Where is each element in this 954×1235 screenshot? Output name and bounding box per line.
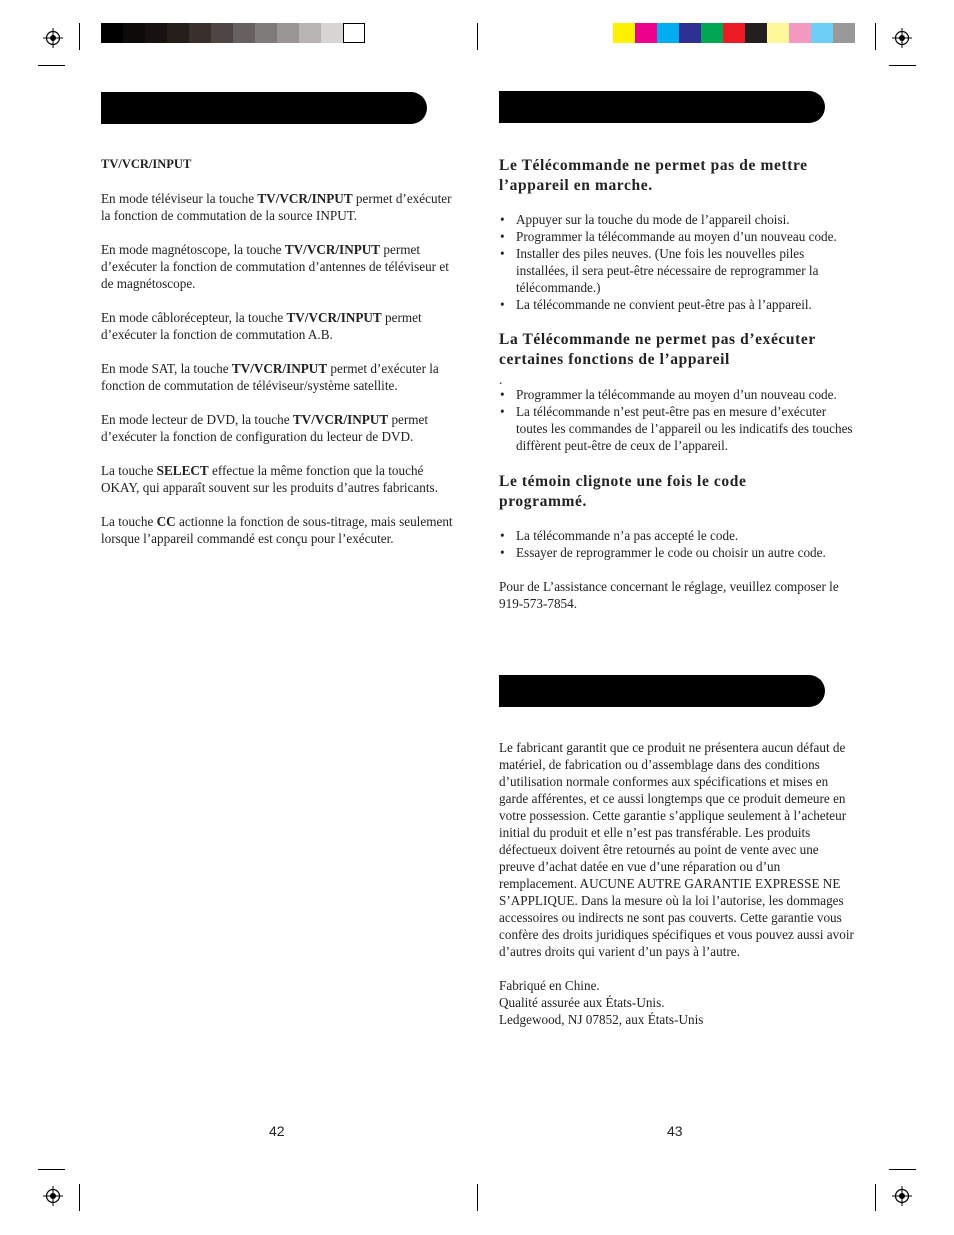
function-paragraph: En mode magnétoscope, la touche TV/VCR/INPUT permet d’exécuter la fonction de commutation d’antennes de téléviseur et de magnétoscope. <box>101 242 449 291</box>
crop-mark <box>477 23 478 50</box>
crop-mark <box>477 1184 478 1211</box>
quality-line: Qualité assurée aux États-Unis. <box>499 995 665 1010</box>
crop-mark <box>889 65 916 66</box>
crop-mark <box>889 1169 916 1170</box>
section-header-bar <box>101 92 427 124</box>
crop-mark <box>875 1184 876 1211</box>
crop-mark <box>79 23 80 50</box>
color-swatch <box>321 23 343 43</box>
grayscale-bar <box>101 23 365 43</box>
color-swatch <box>679 23 701 43</box>
list-item: • La télécommande ne convient peut-être pas à l’appareil. <box>499 296 855 313</box>
assistance-text: Pour de L’assistance concernant le réglage, veuillez composer le 919-573-7854. <box>499 579 839 611</box>
list-item: • La télécommande n’a pas accepté le code. <box>499 527 855 544</box>
function-paragraph: En mode SAT, la touche TV/VCR/INPUT permet d’exécuter la fonction de commutation de téléviseur/système satellite. <box>101 361 439 393</box>
color-swatch <box>745 23 767 43</box>
crop-mark <box>38 65 65 66</box>
page-number: 43 <box>667 1123 683 1139</box>
color-swatch <box>343 23 365 43</box>
color-swatch <box>701 23 723 43</box>
key-name: TV/VCR/INPUT <box>284 242 381 257</box>
key-name: TV/VCR/INPUT <box>257 191 353 206</box>
troubleshoot-list <box>499 211 855 313</box>
color-swatch <box>123 23 145 43</box>
color-swatch <box>789 23 811 43</box>
color-swatch <box>145 23 167 43</box>
color-swatch <box>277 23 299 43</box>
registration-mark-icon <box>892 1186 912 1206</box>
color-swatch <box>635 23 657 43</box>
function-paragraph: En mode câblorécepteur, la touche TV/VCR/INPUT permet d’exécuter la fonction de commutation A.B. <box>101 310 422 342</box>
stray-dot: . <box>499 372 503 387</box>
registration-mark-icon <box>43 28 63 48</box>
color-swatch <box>255 23 277 43</box>
function-paragraph: La touche CC actionne la fonction de sous-titrage, mais seulement lorsque l’appareil commandé est conçu pour l’exécuter. <box>101 514 453 546</box>
list-item: • Programmer la télécommande au moyen d’un nouveau code. <box>499 228 855 245</box>
color-swatch <box>723 23 745 43</box>
color-swatch <box>613 23 635 43</box>
warranty-section <box>499 739 855 1028</box>
list-item: • Programmer la télécommande au moyen d’un nouveau code. <box>499 386 855 403</box>
crop-mark <box>875 23 876 50</box>
list-item: • Essayer de reprogrammer le code ou choisir un autre code. <box>499 544 855 561</box>
made-in: Fabriqué en Chine. <box>499 978 600 993</box>
color-swatch <box>657 23 679 43</box>
color-bar <box>613 23 855 43</box>
color-swatch <box>101 23 123 43</box>
crop-mark <box>38 1169 65 1170</box>
key-name: TV/VCR/INPUT <box>231 361 328 376</box>
color-swatch <box>811 23 833 43</box>
color-swatch <box>299 23 321 43</box>
color-swatch <box>233 23 255 43</box>
function-paragraph: La touche SELECT effectue la même fonction que la touché OKAY, qui apparaît souvent sur les produits d’autres fabricants. <box>101 463 438 495</box>
troubleshoot-list <box>499 527 855 561</box>
color-swatch <box>189 23 211 43</box>
color-swatch <box>167 23 189 43</box>
list-item: • La télécommande n’est peut-être pas en mesure d’exécuter toutes les commandes de l’appareil ou les indicatifs des touches diffèrent peut-être de ceux de l’appareil. <box>499 403 855 454</box>
color-swatch <box>767 23 789 43</box>
list-item: • Appuyer sur la touche du mode de l’appareil choisi. <box>499 211 855 228</box>
section-heading: TV/VCR/INPUT <box>101 157 192 171</box>
function-paragraph: En mode lecteur de DVD, la touche TV/VCR/INPUT permet d’exécuter la fonction de configuration du lecteur de DVD. <box>101 412 429 444</box>
key-name: SELECT <box>156 463 209 478</box>
troubleshoot-title: Le témoin clignote une fois le code programmé. <box>499 473 747 510</box>
key-name: CC <box>156 514 176 529</box>
page-number: 42 <box>269 1123 285 1139</box>
section-header-bar <box>499 675 825 707</box>
warranty-text: Le fabricant garantit que ce produit ne présentera aucun défaut de matériel, de fabrication ou d’assemblage dans des conditions d’utilisation normale conformes aux spécifications et mises en garde afférentes, et ce aussi longtemps que ce produit demeure en votre possession. Cette garantie s’applique seulement à l’acheteur initial du produit et elle n’est pas transférable. Les produits défectueux doivent être retournés au point de vente avec une preuve d’achat datée en vue d’une réparation ou d’un remplacement. AUCUNE AUTRE GARANTIE EXPRESSE NE S’APPLIQUE. Dans la mesure où la loi l’autorise, les dommages accessoires ou indirects ne sont pas couverts. Cette garantie vous confère des droits juridiques spécifiques et vous pouvez aussi avoir d’autres droits qui varient d’un pays à l’autre. <box>499 740 854 959</box>
right-column <box>499 156 855 612</box>
troubleshoot-list <box>499 386 855 454</box>
registration-mark-icon <box>892 28 912 48</box>
troubleshoot-title: La Télécommande ne permet pas d’exécuter certaines fonctions de l’appareil <box>499 331 816 368</box>
function-paragraph: En mode téléviseur la touche TV/VCR/INPUT permet d’exécuter la fonction de commutation de la source INPUT. <box>101 191 452 223</box>
color-swatch <box>833 23 855 43</box>
section-header-bar <box>499 91 825 123</box>
troubleshoot-title: Le Télécommande ne permet pas de mettre l’appareil en marche. <box>499 157 808 194</box>
key-name: TV/VCR/INPUT <box>292 412 389 427</box>
registration-mark-icon <box>43 1186 63 1206</box>
crop-mark <box>79 1184 80 1211</box>
color-swatch <box>211 23 233 43</box>
key-name: TV/VCR/INPUT <box>286 310 382 325</box>
address-line: Ledgewood, NJ 07852, aux États-Unis <box>499 1012 704 1027</box>
list-item: • Installer des piles neuves. (Une fois les nouvelles piles installées, il sera peut-être nécessaire de reprogrammer la télécommande.) <box>499 245 855 296</box>
left-column <box>101 156 453 564</box>
